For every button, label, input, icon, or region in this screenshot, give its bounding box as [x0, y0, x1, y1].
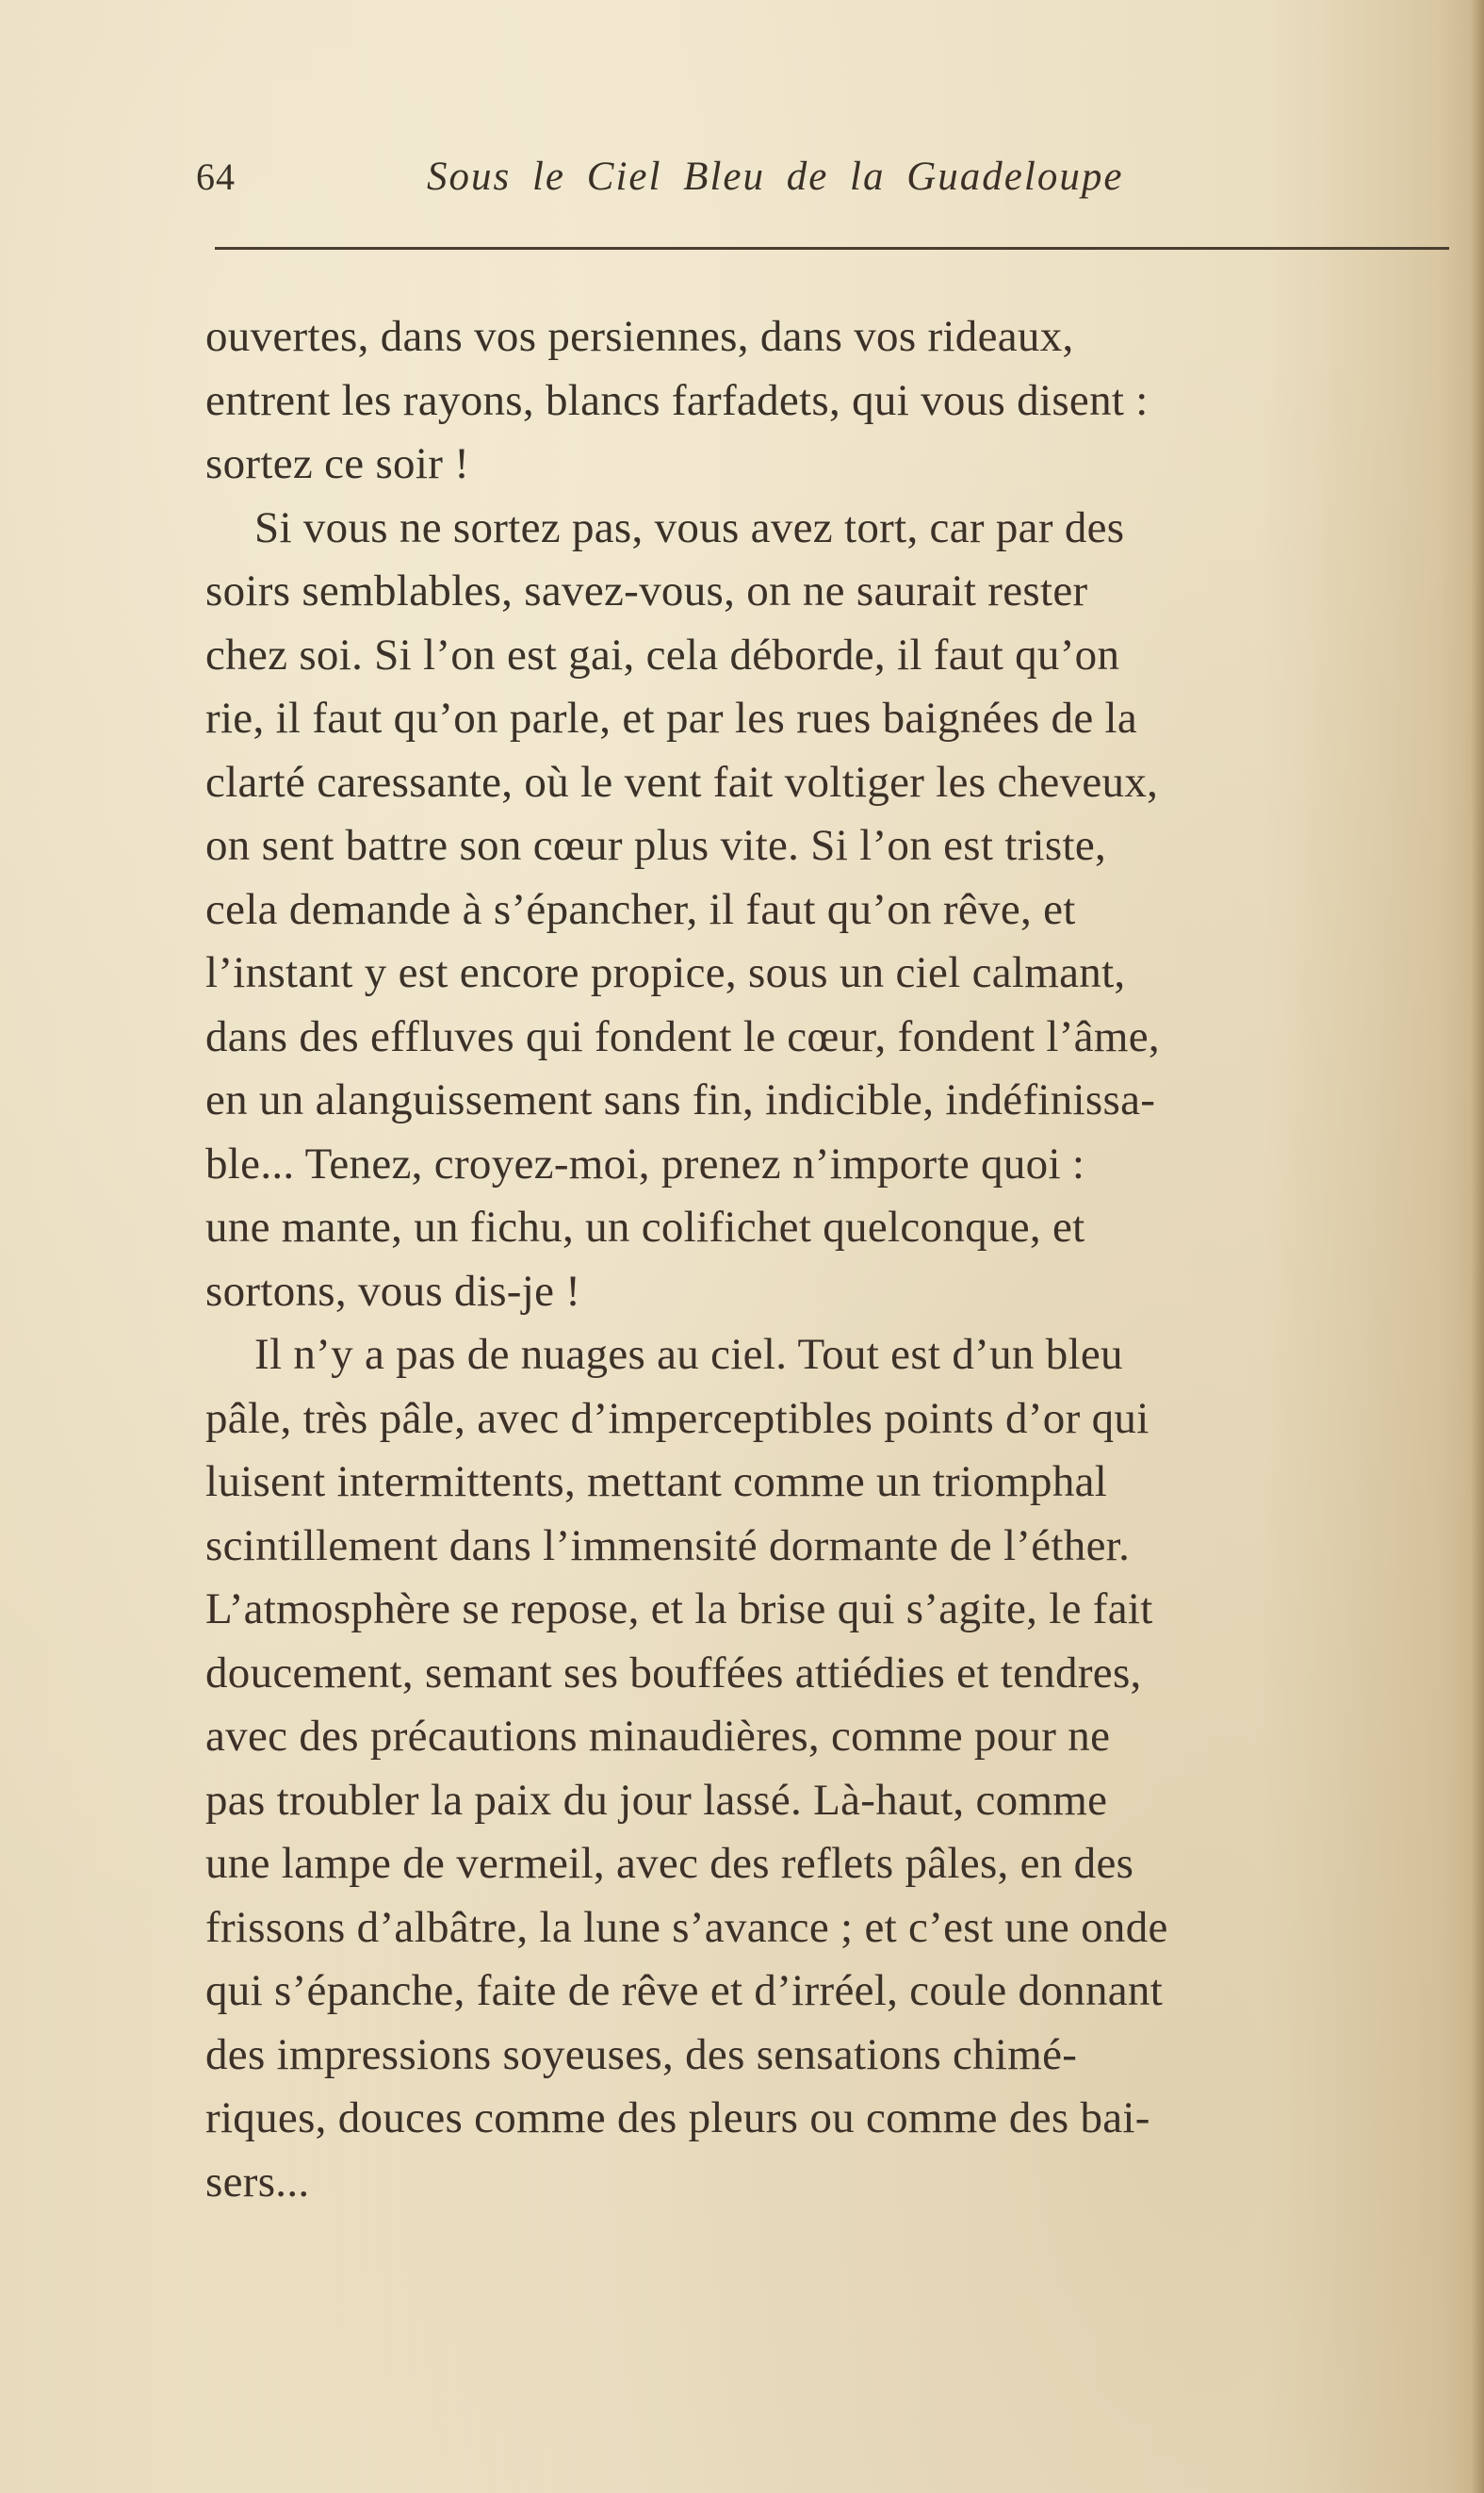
text-line: scintillement dans l’immensité dormante de l’éther.	[205, 1520, 1131, 1570]
text-line: dans des effluves qui fondent le cœur, fondent l’âme,	[205, 1011, 1160, 1061]
text-line: l’instant y est encore propice, sous un ciel calmant,	[205, 948, 1126, 997]
text-line: avec des précautions minaudières, comme pour ne	[205, 1712, 1111, 1761]
page-header	[196, 149, 1449, 205]
running-title: Sous le Ciel Bleu de la Guadeloupe	[427, 155, 1124, 199]
text-line: riques, douces comme des pleurs ou comme des bai-	[205, 2093, 1150, 2142]
text-line: une mante, un fichu, un colifichet quelconque, et	[205, 1203, 1085, 1252]
text-line: une lampe de vermeil, avec des reflets pâles, en des	[205, 1839, 1134, 1888]
text-line: rie, il faut qu’on parle, et par les rues baignées de la	[205, 694, 1138, 743]
text-line: Il n’y a pas de nuages au ciel. Tout est d’un bleu	[254, 1330, 1123, 1379]
text-line: pâle, très pâle, avec d’imperceptibles points d’or qui	[205, 1393, 1150, 1443]
text-line: en un alanguissement sans fin, indicible, indéfinissa-	[205, 1075, 1156, 1124]
text-line: soirs semblables, savez-vous, on ne saurait rester	[205, 566, 1088, 615]
text-line: cela demande à s’épancher, il faut qu’on rêve, et	[205, 884, 1076, 934]
text-line: sortons, vous dis-je !	[205, 1266, 581, 1316]
text-line: ouvertes, dans vos persiennes, dans vos rideaux,	[205, 312, 1074, 361]
text-line: pas troubler la paix du jour lassé. Là-haut, comme	[205, 1775, 1108, 1825]
text-line: doucement, semant ses bouffées attiédies et tendres,	[205, 1648, 1142, 1698]
text-line: qui s’épanche, faite de rêve et d’irréel, coule donnant	[205, 1966, 1164, 2015]
text-line: des impressions soyeuses, des sensations chimé-	[205, 2029, 1078, 2079]
text-line: on sent battre son cœur plus vite. Si l’on est triste,	[205, 821, 1107, 870]
text-line: sortez ce soir !	[205, 439, 470, 488]
header-rule	[215, 247, 1449, 250]
text-line: ble... Tenez, croyez-moi, prenez n’importe quoi :	[205, 1139, 1085, 1189]
text-line: entrent les rayons, blancs farfadets, qui vous disent :	[205, 375, 1149, 425]
text-line: sers...	[205, 2157, 310, 2206]
page-number: 64	[196, 156, 236, 198]
body-text	[205, 305, 1468, 2214]
text-line: Si vous ne sortez pas, vous avez tort, car par des	[254, 502, 1125, 552]
text-line: frissons d’albâtre, la lune s’avance ; et c’est une onde	[205, 1902, 1168, 1952]
page-edge	[1471, 0, 1484, 2493]
text-line: clarté caressante, où le vent fait voltiger les cheveux,	[205, 757, 1159, 807]
text-line: L’atmosphère se repose, et la brise qui s’agite, le fait	[205, 1584, 1153, 1633]
text-line: luisent intermittents, mettant comme un triomphal	[205, 1457, 1108, 1506]
text-line: chez soi. Si l’on est gai, cela déborde, il faut qu’on	[205, 630, 1120, 680]
